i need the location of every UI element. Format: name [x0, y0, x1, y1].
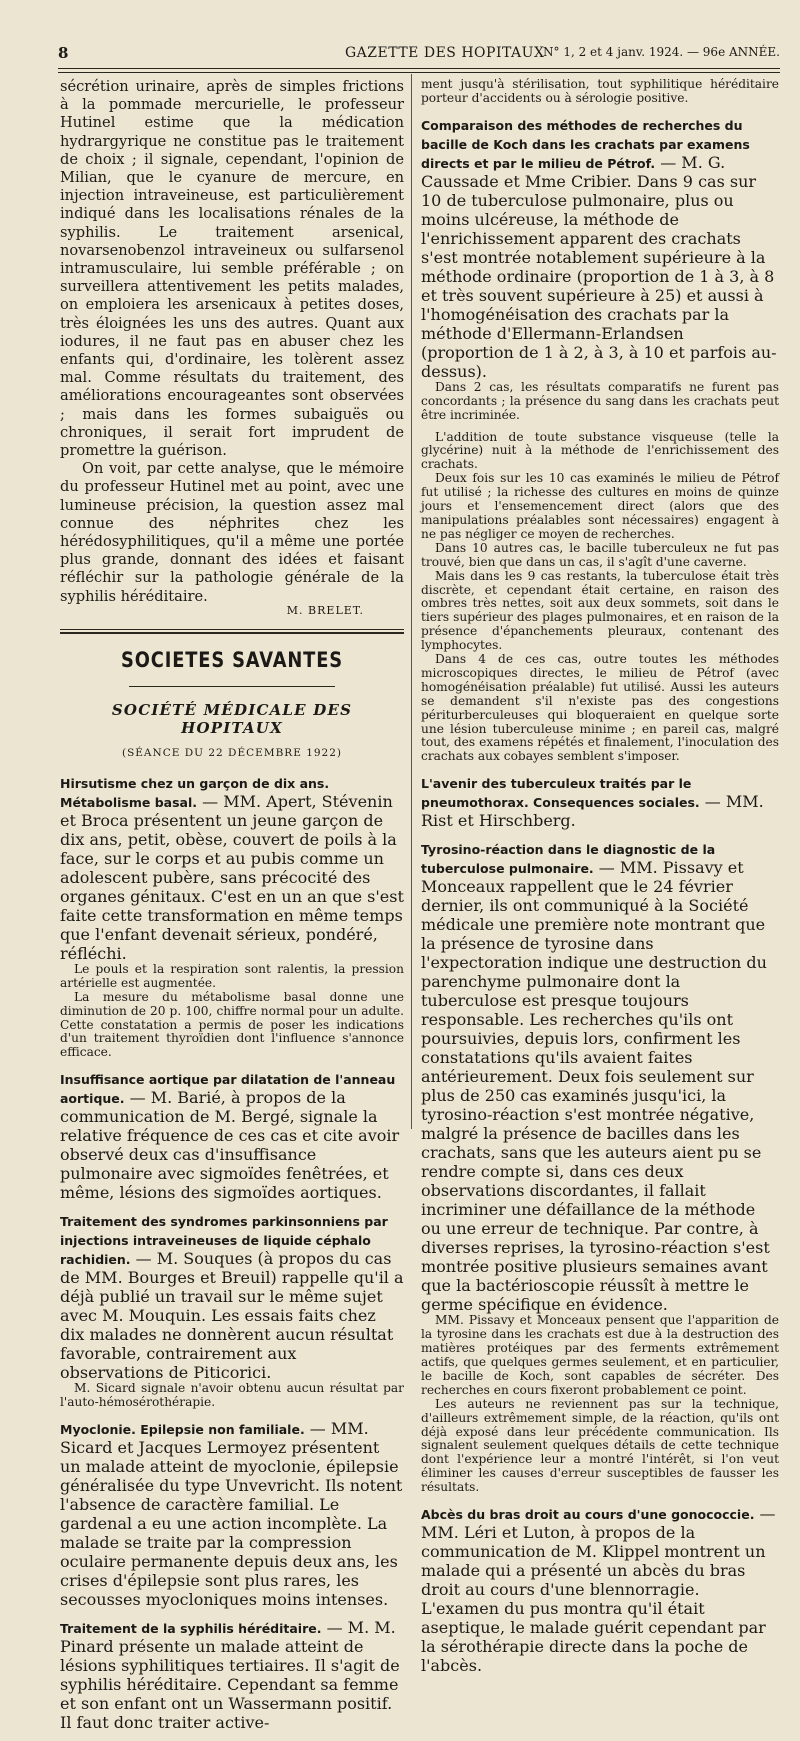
article-continuation	[421, 78, 779, 106]
article	[60, 1419, 404, 1609]
page-number: 8	[58, 44, 69, 62]
section-title: SOCIETES SAVANTES	[121, 647, 343, 672]
article-title: Hirsutisme chez un garçon de dix ans. Métabolisme basal.	[60, 775, 330, 810]
article-title: L'avenir des tuberculeux traités par le pneumothorax. Consequences sociales.	[421, 776, 700, 811]
page-header	[58, 42, 780, 66]
session-date: (SÉANCE DU 22 DÉCEMBRE 1922)	[121, 746, 343, 759]
article	[60, 773, 404, 1060]
article-text: — MM. Pissavy et Monceaux rappellent que le 24 février dernier, ils ont communiqué à la Société médicale une première note montrant que la présence de tyrosine dans l'expectoration indique une destruction du parenchyme pulmonaire dont la tuberculose est presque toujours responsable. Les recherches qu'ils ont poursuivies, depuis lors, confirment les constatations qu'ils avaient faites antérieurement. Deux fois seulement sur plus de 250 cas examinés jusqu'ici, la tyrosino-réaction s'est montrée négative, malgré la présence de bacilles dans les crachats, sans que les auteurs aient pu se rendre compte si, dans ces deux observations discordantes, il fallait incriminer une défaillance de la méthode ou une erreur de technique. Par contre, à diverses reprises, la tyrosino-réaction s'est montrée positive plusieurs semaines avant que la bactérioscopie réussît à mettre le germe spécifique en évidence.	[421, 858, 770, 1315]
article	[60, 1618, 404, 1732]
section-rule	[60, 629, 404, 630]
header-rule	[58, 68, 780, 69]
article-text: — M. Souques (à propos du cas de MM. Bourges et Breuil) rappelle qu'il a déjà publié un travail sur le même sujet avec M. Mouquin. Les essais faits chez dix malades ne donnèrent aucun résultat favorable, contrairement aux observations de Piticorici.	[60, 1249, 404, 1383]
society-title: SOCIÉTÉ MÉDICALE DES HOPITAUX	[111, 700, 353, 737]
article-title: Abcès du bras droit au cours d'une gonococcie.	[421, 1507, 755, 1523]
article-title: Comparaison des méthodes de recherches du bacille de Koch dans les crachats par examens directs et par le milieu de Pétrof.	[421, 117, 750, 171]
article-text: — MM. Léri et Luton, à propos de la communication de M. Klippel montrent un malade qui a présenté un abcès du bras droit au cours d'une blennorragie. L'examen du pus montra qu'il était aseptique, le malade guérit cependant par la sérothérapie directe dans la poche de l'abcès.	[421, 1504, 776, 1676]
section-rule	[60, 632, 404, 634]
article-text: — M. Barié, à propos de la communication de M. Bergé, signale la relative fréquence de ces cas et cite avoir observé deux cas d'insuffisance pulmonaire avec sigmoïdes fenêtrées, et même, lésions des sigmoïdes aortiques.	[60, 1088, 400, 1203]
left-column	[60, 78, 404, 1741]
article-text: Deux fois sur les 10 cas examinés le milieu de Pétrof fut utilisé ; la richesse des cultures en moins de quinze jours et l'ensemencement direct (alors que des manipulations préalables sont nécessaires) engagent à ne pas négliger ce moyen de recherches.	[421, 471, 779, 541]
issue-info: N° 1, 2 et 4 janv. 1924. — 96e ANNÉE.	[543, 45, 780, 59]
article-title: Traitement des syndromes parkinsonniens par injections intraveineuses de liquide céphalo rachidien.	[60, 1214, 388, 1268]
review-paragraph: sécrétion urinaire, après de simples frictions à la pommade mercurielle, le professeur Hutinel estime que la médication hydrargyrique ne constitue pas le traitement de choix ; il signale, cependant, l'opinion de Milian, que le cyanure de mercure, en injection intraveineuse, est particulièrement indiqué dans les localisations rénales de la syphilis. Le traitement arsenical, novarsenobenzol intraveineux ou sulfarsenol intramusculaire, lui semble préférable ; on surveillera attentivement les petits malades, on emploiera les arsenicaux à petites doses, très éloignées les uns des autres. Quant aux iodures, il ne faut pas en abuser chez les enfants qui, d'ordinaire, les tolèrent assez mal. Comme résultats du traitement, des améliorations encourageantes sont observées ; mais dans les formes subaiguës ou chroniques, il serait fort imprudent de promettre la guérison.	[60, 78, 404, 460]
article-text: Dans 10 autres cas, le bacille tuberculeux ne fut pas trouvé, bien que dans un cas, il s'agît d'une caverne.	[421, 540, 779, 569]
article-text: — MM. Sicard et Jacques Lermoyez présentent un malade atteint de myoclonie, épilepsie généralisée du type Unvevricht. Ils notent l'absence de caractère familial. Le gardenal a eu une action incomplète. La malade se traite par la compression oculaire permanente depuis deux ans, les crises d'épilepsie sont plus rares, les secousses myocloniques moins intenses.	[60, 1419, 403, 1610]
article-title: Myoclonie. Epilepsie non familiale.	[60, 1422, 305, 1438]
article-text: L'addition de toute substance visqueuse (telle la glycérine) nuit à la méthode de l'enrichissement des crachats.	[421, 429, 779, 472]
article-text: Les auteurs ne reviennent pas sur la technique, d'ailleurs extrêmement simple, de la réaction, qu'ils ont déjà exposé dans leur précédente communication. Ils signalent seulement quelques détails de cette technique dont l'expérience leur a montré l'intérêt, si l'on veut éliminer les causes d'erreur susceptibles de fausser les résultats.	[421, 1396, 779, 1495]
article-title: Insuffisance aortique par dilatation de l'anneau aortique.	[60, 1072, 396, 1107]
article-text: ment jusqu'à stérilisation, tout syphilitique héréditaire porteur d'accidents ou à sérologie positive.	[421, 77, 779, 105]
article-text: MM. Pissavy et Monceaux pensent que l'apparition de la tyrosine dans les crachats est due à la destruction des matières protéiques par des ferments extrêmement actifs, que quelques germes seulement, et en particulier, le bacille de Koch, sont capables de sécréter. Des recherches en cours fixeront probablement ce point.	[421, 1313, 779, 1397]
article	[421, 773, 779, 830]
article	[421, 1504, 779, 1675]
article-text: — MM. Apert, Stévenin et Broca présentent un jeune garçon de dix ans, petit, obèse, couvert de poils à la face, sur le corps et au pubis comme un adolescent pubère, sans précocité des organes génitaux. C'est en un an que s'est faite cette transformation en même temps que l'enfant devenait sérieux, pondéré, réfléchi.	[60, 791, 404, 963]
journal-title: GAZETTE DES HOPITAUX	[345, 45, 545, 61]
article-text: M. Sicard signale n'avoir obtenu aucun résultat par l'auto-hémosérothérapie.	[60, 1381, 404, 1410]
article	[60, 1069, 404, 1202]
article-text: Dans 4 de ces cas, outre toutes les méthodes microscopiques directes, le milieu de Pétrof (avec homogénéisation préalable) fut utilisé. Aussi les auteurs se demandent s'il n'existe pas des congestions périturberculeuses qui bloqueraient en quelque sorte une lésion tuberculeuse minime ; en pareil cas, malgré tout, des examens répétés et finalement, l'inoculation des crachats aux cobayes semblent s'imposer.	[421, 652, 779, 764]
signature: M. BRELET.	[286, 603, 364, 617]
article	[421, 839, 779, 1495]
header-rule-thin	[58, 72, 780, 73]
section-rule	[129, 686, 335, 687]
article-title: Tyrosino-réaction dans le diagnostic de la tuberculose pulmonaire.	[421, 842, 716, 877]
article-title: Traitement de la syphilis héréditaire.	[60, 1621, 322, 1637]
article-text: — MM. Rist et Hirschberg.	[421, 792, 764, 831]
article-text: La mesure du métabolisme basal donne une diminution de 20 p. 100, chiffre normal pour un adulte. Cette constatation a permis de poser les indications d'un traitement thyroïdien dont l'influence s'annonce efficace.	[60, 989, 404, 1060]
article-text: — M. M. Pinard présente un malade atteint de lésions syphilitiques tertiaires. Il s'agit de syphilis héréditaire. Cependant sa femme et son enfant ont un Wassermann positif. Il faut donc traiter active-	[60, 1618, 400, 1733]
article-text: Mais dans les 9 cas restants, la tuberculose était très discrète, et cependant était certaine, en raison des ombres très nettes, soit aux deux sommets, soit dans le tiers supérieur des plages pulmonaires, et en raison de la présence d'épanchements pleuraux, contenant des lymphocytes.	[421, 568, 779, 653]
review-paragraph: On voit, par cette analyse, que le mémoire du professeur Hutinel met au point, avec une lumineuse précision, la question assez mal connue des néphrites chez les hérédosyphilitiques, qu'il a même une portée plus grande, donnant des idées et faisant réfléchir sur la pathologie générale de la syphilis héréditaire.	[60, 460, 404, 605]
article-text: Dans 2 cas, les résultats comparatifs ne furent pas concordants ; la présence du sang dans les crachats peut être incriminée.	[421, 379, 779, 422]
article	[421, 115, 779, 764]
right-column	[421, 78, 779, 1684]
article-text: — M. G. Caussade et Mme Cribier. Dans 9 cas sur 10 de tuberculose pulmonaire, plus ou moins ulcéreuse, la méthode de l'enrichissement apparent des crachats s'est montrée notablement supérieure à la méthode ordinaire (proportion de 1 à 3, à 8 et très souvent supérieure à 25) et aussi à l'homogénéisation des crachats par la méthode d'Ellermann-Erlandsen (proportion de 1 à 2, à 3, à 10 et parfois au-dessus).	[421, 152, 777, 381]
review-conclusion	[60, 78, 404, 617]
column-divider	[411, 74, 412, 1129]
article	[60, 1211, 404, 1410]
article-text: Le pouls et la respiration sont ralentis, la pression artérielle est augmentée.	[60, 961, 404, 990]
